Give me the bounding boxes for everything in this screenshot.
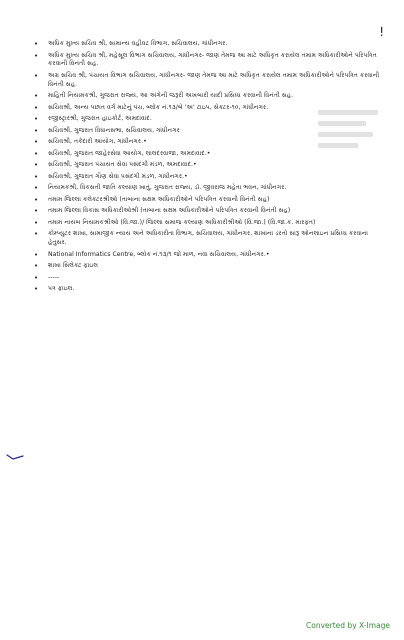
list-item-text: સચિવશ્રી, ગુજરાત ગૌણ સેવા પસંદગી મંડળ, ગાંધીનગર.• [48,172,188,180]
list-item-text: માહિતી નિયામકશ્રી, ગુજરાત રાજ્ય, આ અંગેની જરૂરી અખબારી યાદી પ્રસિધ્ધ કરવાની વિનંતી સહ. [48,92,294,100]
list-item [34,285,386,294]
list-item-text: તમામ જિલ્લા વિકાસ અધિકારીઓશ્રી (તાબાના સક્ષમ અધિકારીઓને પરિપત્રિત કરવાની વિનંતી સહ) [48,207,291,215]
list-item-text: શાખા સિલેક્ટ ફાઇલ [48,262,98,270]
list-item [34,274,386,283]
bullet-icon: • [34,262,39,271]
bullet-icon: • [34,273,39,282]
list-item-text: સચિવશ્રી, તકેદારી આયોગ, ગાંધીનગર.• [48,138,147,146]
list-item-text: કોમ્પ્યુટર શાખા, સામાજીક ન્યાય અને અધિકારીતા વિભાગ, સચિવાલય, ગાંધીનગર. શાખાના ડરતો સારૂ ઓનલાઇન પ્રસિધ્ધ કરવાના હેતુસર. [48,230,368,247]
list-item-text: તમામ જિલ્લા કલેક્ટરશ્રીઓ (તાબાના સક્ષમ અધિકારીઓને પરિપત્રિત કરવાની વિનંતી સહ) [48,195,270,203]
bullet-icon: • [34,161,39,170]
list-item [34,262,386,271]
bullet-icon: • [34,195,39,204]
list-item [34,92,386,101]
list-item [34,52,386,70]
bullet-icon: • [34,207,39,216]
bullet-icon: • [34,103,39,112]
bullet-icon: • [34,285,39,294]
list-item-text: સચિવશ્રી, અન્ય પછાત વર્ગ માટેનું પંચ, બ્લોક નં.૧૩/બે 'અ' ટાઇપ, સેક્ટર-૧૦, ગાંધીનગર. [48,103,269,111]
bullet-icon: • [34,51,39,60]
list-item-text: ----- [48,273,60,281]
list-item-text: રજીસ્ટ્રારશ્રી, ગુજરાત હાઇકોર્ટ, અમદાવાદ. [48,115,152,123]
corner-mark: ! [379,25,384,39]
watermark: Converted by X-Image [306,621,390,630]
bullet-icon: • [34,149,39,158]
list-item [34,72,386,90]
list-item [34,40,386,49]
bullet-icon: • [34,184,39,193]
bullet-icon: • [34,218,39,227]
list-item-text: National Informatics Centre, બ્લોક નં.૧૩/૧ જો માળ, નવા સચિવાલય, ગાંધીનગર.• [48,250,270,258]
bleed-through-marks [318,110,388,180]
list-item [34,251,386,260]
list-item-text: સચિવશ્રી, ગુજરાત જાહેરસેવા આયોગ, લાલદરવાજા, અમદાવાદ.• [48,149,211,157]
list-item-text: નિયામકશ્રી, વિકસતી જાતિ કલ્યાણ ખાતું, ગુજરાત રાજ્ય, ડૉ. જીવરાજ મહેતા ભવન, ગાંધીનગર. [48,184,287,192]
list-item-text: તમામ નાયબ નિયામકશ્રીઓ (વિ.જા.)/ જિલ્લા સમાજ કલ્યાણ અધિકારીશ્રીઓ (વિ.જા.) (વિ.જા.ક. મારફત) [48,218,316,226]
list-item [34,184,386,193]
handwritten-check-mark [6,453,24,461]
bullet-icon: • [34,92,39,101]
bullet-icon: • [34,71,39,80]
bullet-icon: • [34,230,39,239]
bullet-icon: • [34,250,39,259]
list-item-text: અગ્ર સચિવ શ્રી, પંચાયત વિભાગ સચિવાલય, ગાંધીનગર- જાણ તેમજ આ માટે અધિકૃત કરાયેલ તમામ અધિકારીઓને પરિપત્રિત કરવાની વિનંતી સહ. [48,71,380,88]
list-item-text: અધિક મુખ્ય સચિવ શ્રી, મહેસૂલ વિભાગ સચિવાલય, ગાંધીનગર- જાણ તેમજ આ માટે અધિકૃત કરાયેલ તમામ અધિકારીઓને પરિપત્રિત કરવાની વિનંતી સહ. [48,51,377,68]
bullet-icon: • [34,40,39,48]
list-item [34,230,386,248]
list-item [34,207,386,216]
bullet-icon: • [34,126,39,135]
list-item-text: પત્ર ફાઇલ. [48,285,75,293]
bullet-icon: • [34,115,39,124]
bullet-icon: • [34,138,39,147]
list-item [34,219,386,228]
list-item-text: સચિવશ્રી, ગુજરાત પંચાયત સેવા પસંદગી મંડળ, અમદાવાદ.• [48,161,197,169]
list-item-text: સચિવશ્રી, ગુજરાત વિધાનસભા, સચિવાલય, ગાંધીનગર [48,126,180,134]
list-item-text: અધિક મુખ્ય સચિવ શ્રી, સામાન્ય વહીવટ વિભાગ, સચિવાલય, ગાંધીનગર. [48,40,228,47]
list-item [34,196,386,205]
bullet-icon: • [34,172,39,181]
